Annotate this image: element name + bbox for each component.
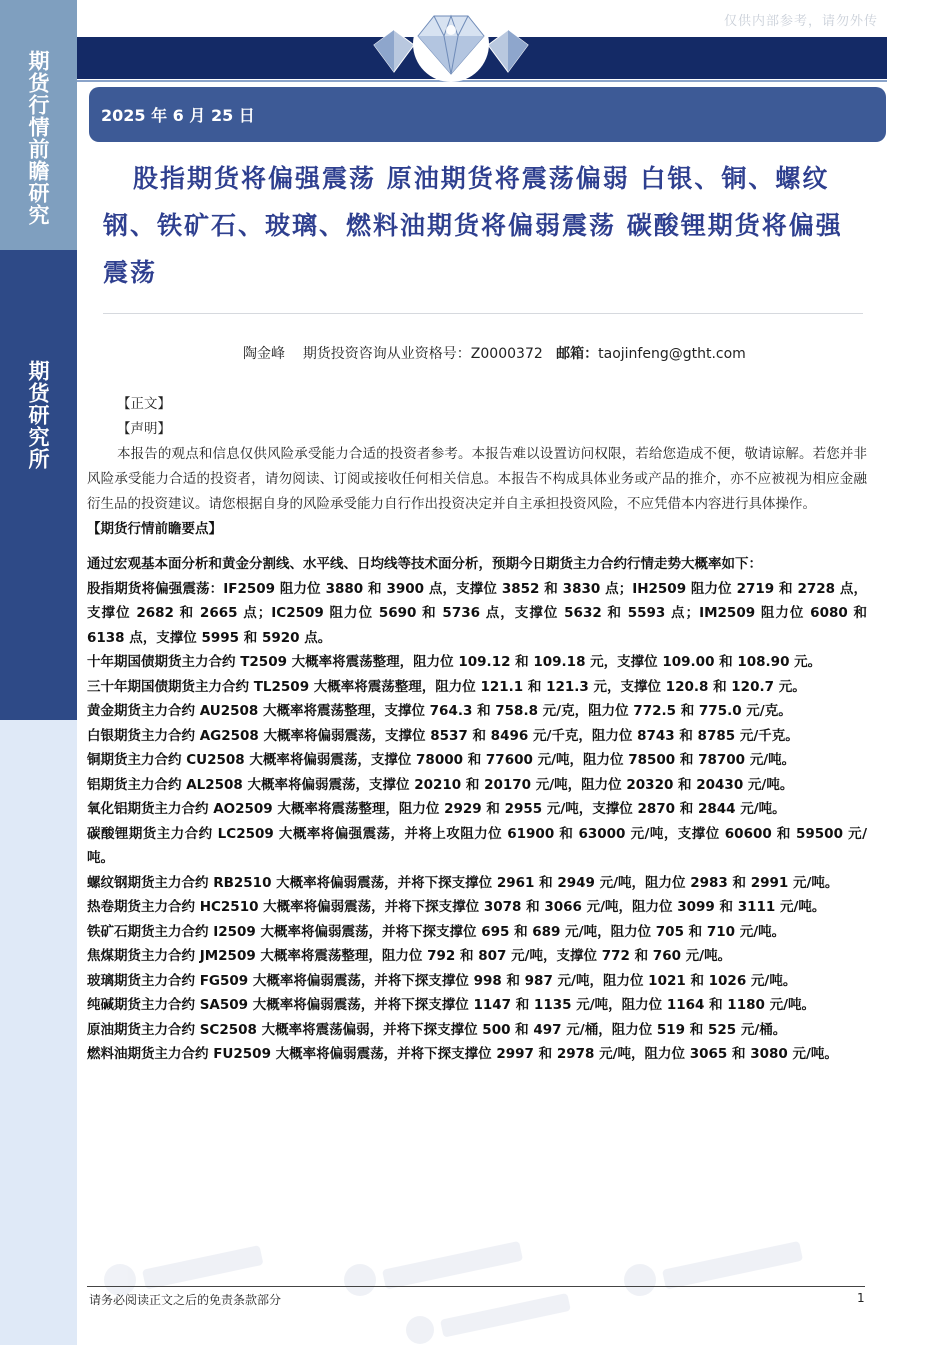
author-name: 陶金峰 — [243, 346, 285, 362]
sidebar-lower-panel — [0, 720, 77, 1345]
author-email[interactable]: taojinfeng@gtht.com — [598, 346, 746, 362]
points-list — [87, 552, 867, 1067]
title-divider — [103, 313, 863, 314]
report-title: 股指期货将偏强震荡 原油期货将震荡偏弱 白银、铜、螺纹钢、铁矿石、玻璃、燃料油期货将偏弱震荡 碳酸锂期货将偏强震荡 — [103, 164, 843, 287]
list-item: 铝期货主力合约 AL2508 大概率将偏弱震荡，支撑位 20210 和 20170 元/吨，阻力位 20320 和 20430 元/吨。 — [87, 776, 794, 793]
list-item: 焦煤期货主力合约 JM2509 大概率将震荡整理，阻力位 792 和 807 元/吨，支撑位 772 和 760 元/吨。 — [87, 948, 732, 964]
list-item: 铁矿石期货主力合约 I2509 大概率将偏弱震荡，并将下探支撑位 695 和 689 元/吨，阻力位 705 和 710 元/吨。 — [87, 923, 786, 940]
list-item: 黄金期货主力合约 AU2508 大概率将震荡整理，支撑位 764.3 和 758.8 元/克，阻力位 772.5 和 775.0 元/克。 — [87, 703, 792, 719]
list-item: 碳酸锂期货主力合约 LC2509 大概率将偏强震荡，并将上攻阻力位 61900 和 63000 元/吨，支撑位 60600 和 59500 元/吨。 — [87, 825, 867, 866]
list-item: 热卷期货主力合约 HC2510 大概率将偏弱震荡，并将下探支撑位 3078 和 3066 元/吨，阻力位 3099 和 3111 元/吨。 — [87, 899, 826, 915]
tag-main: 【正文】 — [117, 396, 171, 412]
report-date: 2025 年 6 月 25 日 — [101, 106, 255, 125]
tag-statement: 【声明】 — [117, 421, 171, 437]
author-line — [243, 343, 746, 363]
sidebar-top-label: 期货行情前瞻研究 — [26, 49, 51, 226]
list-item: 玻璃期货主力合约 FG509 大概率将偏弱震荡，并将下探支撑位 998 和 987 元/吨，阻力位 1021 和 1026 元/吨。 — [87, 972, 797, 989]
sidebar-bottom-label: 期货研究所 — [26, 360, 51, 470]
list-item: 纯碱期货主力合约 SA509 大概率将偏弱震荡，并将下探支撑位 1147 和 1135 元/吨，阻力位 1164 和 1180 元/吨。 — [87, 997, 816, 1013]
section-title: 【期货行情前瞻要点】 — [87, 521, 222, 537]
list-item: 螺纹钢期货主力合约 RB2510 大概率将偏弱震荡，并将下探支撑位 2961 和 2949 元/吨，阻力位 2983 和 2991 元/吨。 — [87, 874, 839, 891]
statement-paragraph: 本报告的观点和信息仅供风险承受能力合适的投资者参考。本报告难以设置访问权限，若给您造成不便，敬请谅解。若您并非风险承受能力合适的投资者，请勿阅读、订阅或接收任何相关信息。本报告不构成具体业务或产品的推介，亦不应被视为相应金融衍生品的投资建议。请您根据自身的风险承受能力自行作出投资决定并自主承担投资风险，不应凭借本内容进行具体操作。 — [87, 446, 867, 512]
footer-divider — [87, 1286, 865, 1287]
list-item: 燃料油期货主力合约 FU2509 大概率将偏弱震荡，并将下探支撑位 2997 和 2978 元/吨，阻力位 3065 和 3080 元/吨。 — [87, 1046, 838, 1062]
list-item: 股指期货将偏强震荡：IF2509 阻力位 3880 和 3900 点，支撑位 3852 和 3830 点；IH2509 阻力位 2719 和 2728 点，支撑位 2682 和 2665 点；IC2509 阻力位 5690 和 5736 点，支撑位 5632 和 5593 点；IM2509 阻力位 6080 和 6138 点，支撑位 5995 和 5920 点。 — [87, 580, 867, 646]
list-item: 通过宏观基本面分析和黄金分割线、水平线、日均线等技术面分析，预期今日期货主力合约行情走势大概率如下： — [87, 556, 762, 572]
confidential-watermark: 仅供内部参考，请勿外传 — [723, 14, 878, 29]
list-item: 氧化铝期货主力合约 AO2509 大概率将震荡整理，阻力位 2929 和 2955 元/吨，支撑位 2870 和 2844 元/吨。 — [87, 801, 786, 817]
list-item: 原油期货主力合约 SC2508 大概率将震荡偏弱，并将下探支撑位 500 和 497 元/桶，阻力位 519 和 525 元/桶。 — [87, 1021, 787, 1038]
footer-disclaimer: 请务必阅读正文之后的免责条款部分 — [89, 1293, 282, 1307]
page-number: 1 — [857, 1291, 865, 1305]
list-item: 铜期货主力合约 CU2508 大概率将偏弱震荡，支撑位 78000 和 77600 元/吨，阻力位 78500 和 78700 元/吨。 — [87, 752, 796, 768]
author-qualification: 期货投资咨询从业资格号：Z0000372 — [302, 346, 543, 362]
email-label: 邮箱： — [556, 346, 599, 362]
list-item: 三十年期国债期货主力合约 TL2509 大概率将震荡整理，阻力位 121.1 和 121.3 元，支撑位 120.8 和 120.7 元。 — [87, 678, 806, 695]
diamond-logo-icon — [356, 0, 546, 88]
report-body — [87, 392, 867, 1067]
list-item: 白银期货主力合约 AG2508 大概率将偏弱震荡，支撑位 8537 和 8496 元/千克，阻力位 8743 和 8785 元/千克。 — [87, 727, 799, 744]
list-item: 十年期国债期货主力合约 T2509 大概率将震荡整理，阻力位 109.12 和 109.18 元，支撑位 109.00 和 108.90 元。 — [87, 654, 822, 670]
